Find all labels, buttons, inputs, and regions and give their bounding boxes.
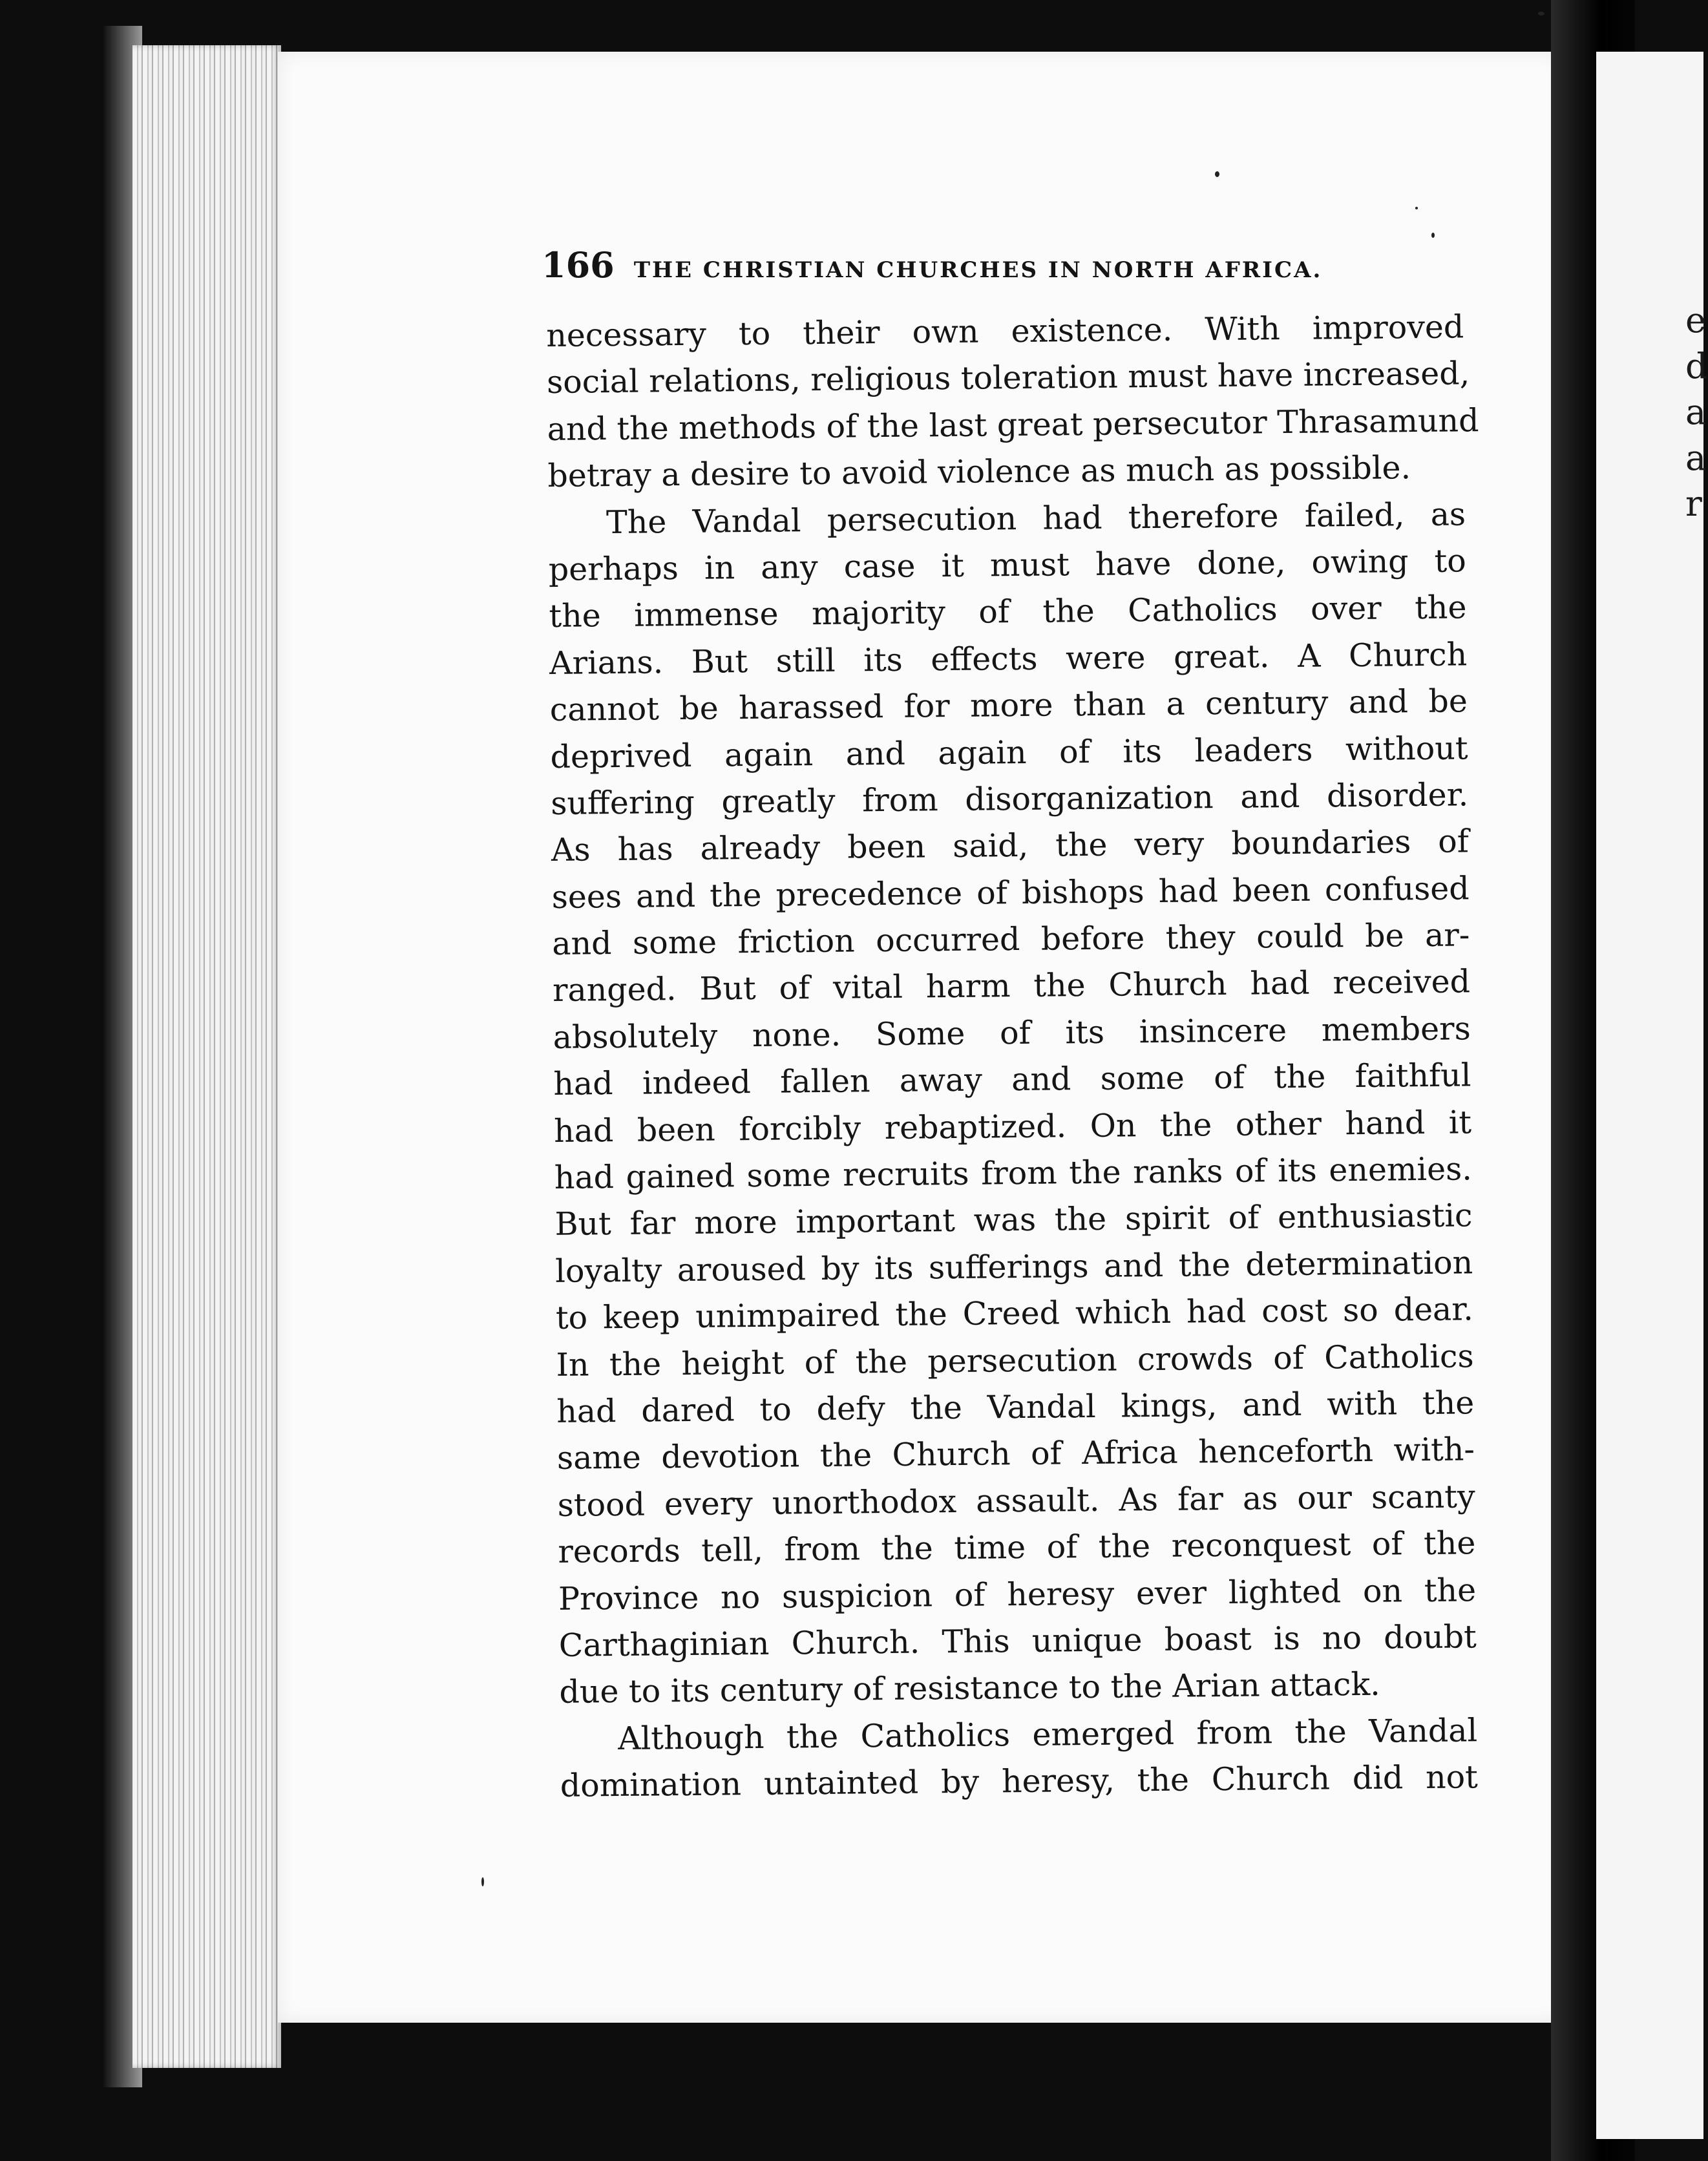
text-line: betray a desire to avoid violence as much as possible. [547, 449, 1411, 495]
ink-speck [1215, 171, 1219, 177]
text-line: loyalty aroused by its sufferings and the determination [554, 1244, 1473, 1290]
text-line: ranged. But of vital harm the Church had received [552, 963, 1471, 1009]
text-line: due to its century of resistance to the Arian attack. [559, 1666, 1381, 1711]
text-line: In the height of the persecution crowds of Catholics [556, 1337, 1474, 1384]
facing-page-text [1685, 297, 1708, 527]
text-line: absolutely none. Some of its insincere members [553, 1010, 1471, 1056]
body-text [546, 304, 1478, 1809]
ink-speck [1415, 207, 1418, 209]
text-line: and the methods of the last great persecutor Thrasamund [547, 401, 1479, 448]
text-line: Although the Catholics emerged from the Vandal [617, 1711, 1478, 1757]
text-line: Province no suspicion of heresy ever lighted on the [558, 1571, 1477, 1618]
text-line: As has already been said, the very boundaries of [551, 823, 1470, 869]
text-line: records tell, from the time of the reconquest of the [558, 1524, 1476, 1571]
running-head [542, 244, 1408, 290]
text-line: and some friction occurred before they could be ar- [552, 916, 1470, 963]
text-line: the immense majority of the Catholics over the [549, 589, 1467, 635]
text-line: perhaps in any case it must have done, owing to [548, 542, 1467, 588]
ink-speck [481, 1877, 484, 1886]
text-line: suffering greatly from disorganization and disorder. [551, 776, 1469, 822]
text-line: deprived again and again of its leaders without [550, 729, 1468, 775]
facing-letter: a [1685, 392, 1707, 432]
text-line: The Vandal persecution had therefore failed, as [606, 495, 1466, 541]
text-line: sees and the precedence of bishops had been confused [551, 870, 1470, 916]
text-line: had gained some recruits from the ranks of its enemies. [554, 1150, 1473, 1196]
text-line: same devotion the Church of Africa henceforth with- [556, 1431, 1475, 1477]
text-line: domination untainted by heresy, the Church did not [560, 1758, 1479, 1805]
facing-letter: r [1685, 483, 1702, 524]
page-edges [132, 45, 281, 2068]
text-line: social relations, religious toleration must have increased, [546, 355, 1470, 401]
text-line: cannot be harassed for more than a century and be [549, 682, 1468, 729]
text-line: had been forcibly rebaptized. On the other hand it [553, 1103, 1472, 1150]
facing-letter: d [1685, 346, 1708, 386]
ink-speck [1431, 233, 1435, 238]
text-line: had indeed fallen away and some of the faithful [553, 1057, 1471, 1103]
text-line: to keep unimpaired the Creed which had cost so dear. [555, 1291, 1474, 1337]
running-head-title: THE CHRISTIAN CHURCHES IN NORTH AFRICA. [633, 257, 1323, 283]
facing-letter: e [1685, 300, 1706, 341]
text-line: But far more important was the spirit of enthusiastic [554, 1197, 1473, 1243]
text-line: Carthaginian Church. This unique boast is no doubt [558, 1618, 1477, 1664]
text-line: had dared to defy the Vandal kings, and with the [556, 1384, 1475, 1430]
ink-speck [1538, 12, 1545, 16]
text-line: necessary to their own existence. With improved [546, 308, 1464, 354]
text-line: stood every unorthodox assault. As far as our scanty [557, 1478, 1475, 1524]
page-number: 166 [542, 244, 615, 286]
text-line: Arians. But still its effects were great. A Church [549, 636, 1468, 682]
facing-letter: a [1685, 437, 1707, 478]
